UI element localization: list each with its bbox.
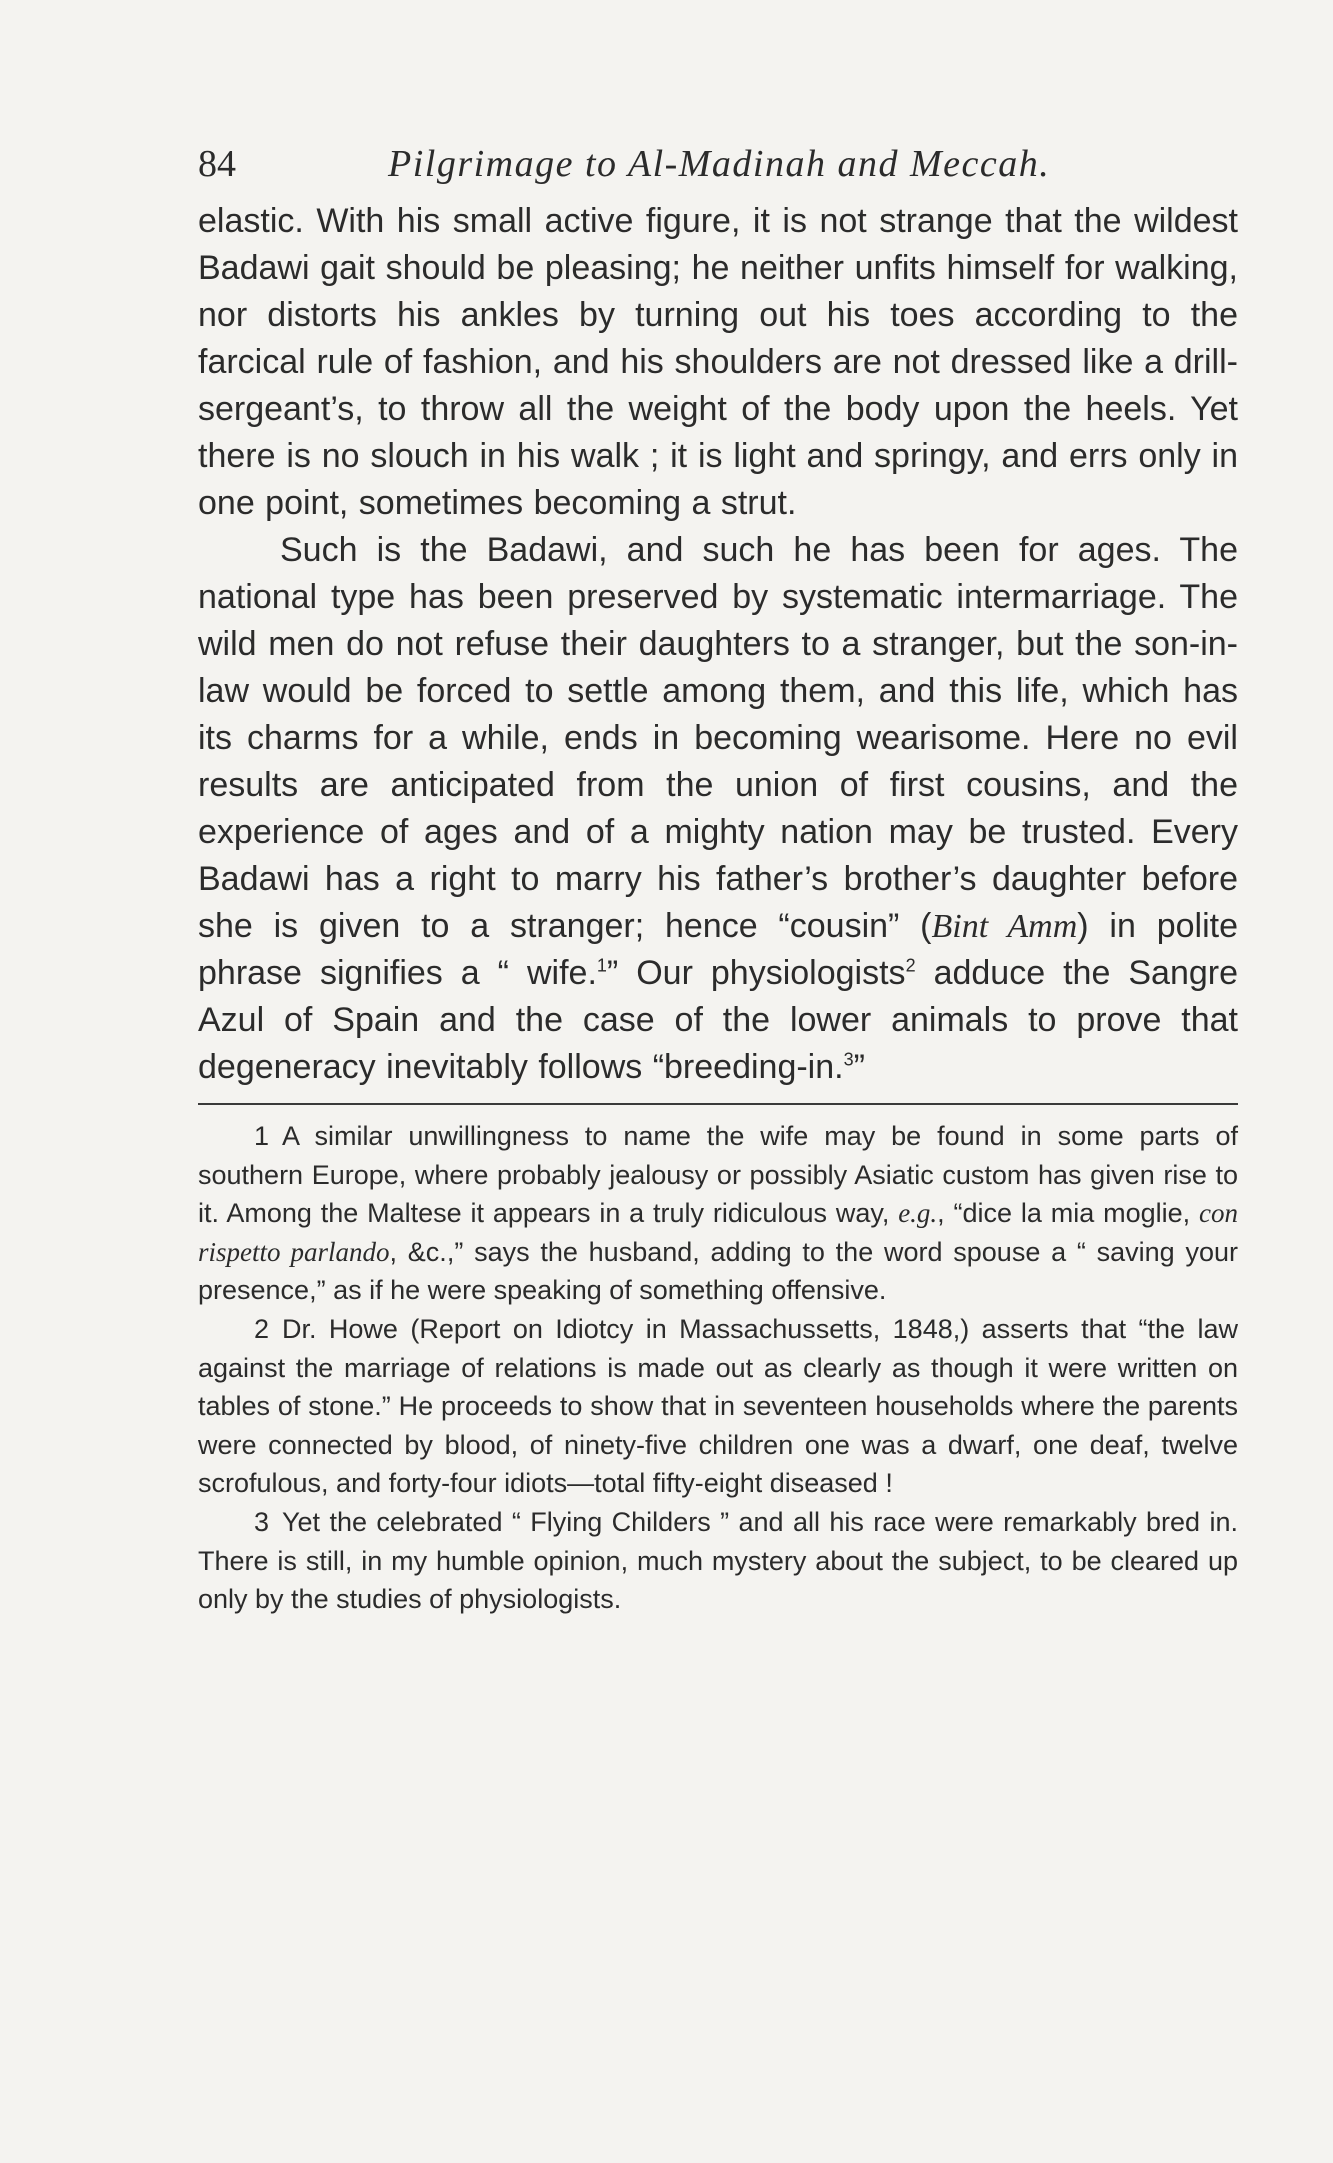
- paragraph-2: [198, 527, 1238, 1091]
- paragraph-2-text-e: ”: [853, 1048, 865, 1086]
- page-number: 84: [198, 143, 236, 185]
- footnote-1-text-a: A similar unwillingness to name the wife may be found in some parts of southern Europe, where probably jealousy or possibly Asiatic custom has given rise to it. Among the Maltese it appears in a truly ridiculous way,: [198, 1121, 1238, 1229]
- paragraph-1-text: elastic. With his small active figure, it is not strange that the wildest Badawi gait should be pleasing; he neither unfits himself for walking, nor distorts his ankles by turning out his toes according to the farcical rule of fashion, and his shoulders are not dressed like a drill-sergeant’s, to throw all the weight of the body upon the heels. Yet there is no slouch in his walk ; it is light and springy, and errs only in one point, sometimes becoming a strut.: [198, 202, 1238, 522]
- paragraph-2-text-c: ” Our physiologists: [606, 954, 906, 992]
- footnote-3: [198, 1503, 1238, 1619]
- footnote-1-text-c: , &c.,” says the husband, adding to the word spouse a “ saving your presence,” as if he were speaking of something offensive.: [198, 1236, 1238, 1306]
- paragraph-2-text-b: ) in polite phrase signifies a “ wife.: [198, 907, 1238, 992]
- footnote-1: [198, 1117, 1238, 1310]
- bint-amm-term: Bint Amm: [931, 908, 1078, 945]
- footnotes: [198, 1117, 1238, 1619]
- paragraph-1: [198, 198, 1238, 527]
- footnote-3-text: Yet the celebrated “ Flying Childers ” and all his race were remarkably bred in. There is still, in my humble opinion, much mystery about the subject, to be cleared up only by the studies of physiologists.: [198, 1506, 1238, 1615]
- paragraph-2-text-d: adduce the Sangre Azul of Spain and the case of the lower animals to prove that degeneracy inevitably follows “breeding-in.: [198, 954, 1238, 1086]
- running-head: [198, 128, 1238, 188]
- paragraph-2-text-a: Such is the Badawi, and such he has been for ages. The national type has been preserved by systematic intermarriage. The wild men do not refuse their daughters to a stranger, but the son-in-law would be forced to settle among them, and this life, which has its charms for a while, ends in becoming wearisome. Here no evil results are anticipated from the union of first cousins, and the experience of ages and of a mighty nation may be trusted. Every Badawi has a right to marry his father’s brother’s daughter before she is given to a stranger; hence “cousin” (: [198, 531, 1238, 945]
- running-title: Pilgrimage to Al-Madinah and Meccah.: [388, 143, 1051, 185]
- footnote-2-number: 2: [254, 1313, 270, 1344]
- footnote-ref-2[interactable]: 2: [905, 955, 916, 976]
- footnote-ref-3[interactable]: 3: [843, 1049, 854, 1070]
- footnote-ref-1[interactable]: 1: [596, 955, 607, 976]
- footnote-3-number: 3: [254, 1506, 270, 1537]
- footnote-2: [198, 1310, 1238, 1503]
- footnote-2-text: Dr. Howe (Report on Idiotcy in Massachussetts, 1848,) asserts that “the law against the marriage of relations is made out as clearly as though it were written on tables of stone.” He proceeds to show that in seventeen households where the parents were connected by blood, of ninety-five children one was a dwarf, one deaf, twelve scrofulous, and forty-four idiots—total fifty-eight diseased !: [198, 1313, 1238, 1499]
- body-text: [198, 198, 1238, 1091]
- footnote-1-text-b: , “dice la mia moglie,: [937, 1198, 1200, 1229]
- book-page: [198, 128, 1238, 1619]
- footnote-1-italic-phrase: con rispetto parlando: [198, 1198, 1238, 1267]
- footnote-1-number: 1: [254, 1121, 270, 1151]
- footnote-divider: [198, 1103, 1238, 1105]
- footnote-1-italic-eg: e.g.: [898, 1198, 938, 1229]
